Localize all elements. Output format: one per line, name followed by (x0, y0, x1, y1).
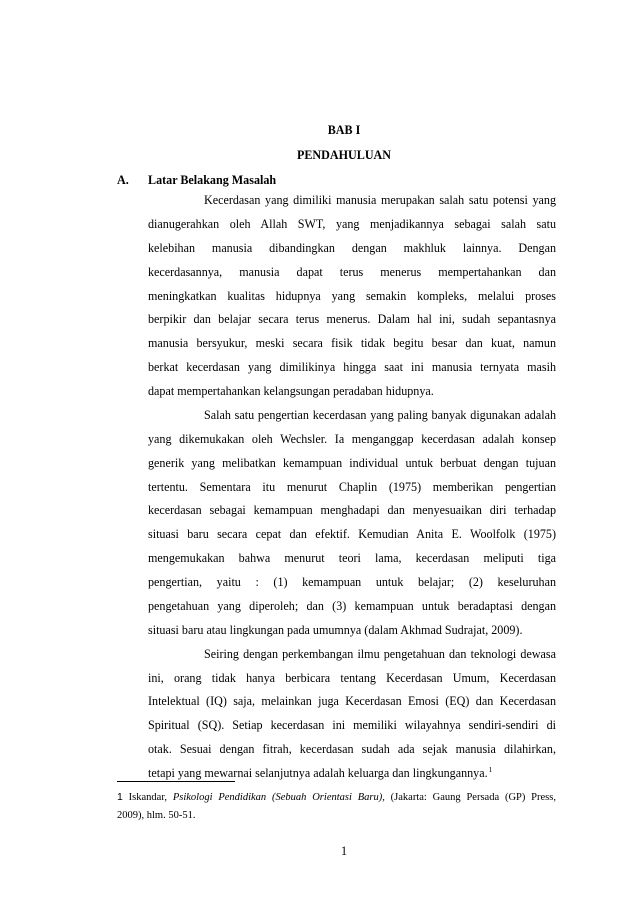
chapter-label: BAB I (327, 123, 361, 137)
paragraph (148, 643, 556, 786)
text-line: berkat kecerdasan yang dimilikinya hingga saat ini manusia ternyata masih (148, 360, 556, 375)
text-line: kecerdasan sebagai kemampuan menghadapi dan menyesuaikan diri terhadap (148, 503, 556, 518)
body-text (148, 189, 556, 786)
text-line: Spiritual (SQ). Setiap kecerdasan ini memiliki wilayahnya sendiri-sendiri di (148, 718, 556, 733)
page-number: 1 (340, 844, 348, 858)
text-line: situasi baru atau lingkungan pada umumnya (dalam Akhmad Sudrajat, 2009). (148, 622, 523, 637)
footnote-number: 1 (117, 791, 123, 803)
text-line: Kecerdasan yang dimiliki manusia merupakan salah satu potensi yang (204, 193, 556, 207)
section-marker: A. (117, 173, 129, 187)
text-line-content: tetapi yang mewarnai selanjutnya adalah keluarga dan lingkungannya. (148, 766, 488, 780)
text-line: manusia bersyukur, meski secara fisik tidak begitu besar dan kuat, namun (148, 336, 556, 351)
text-line: otak. Sesuai dengan fitrah, kecerdasan sudah ada sejak manusia dilahirkan, (148, 742, 556, 757)
footnote-continuation: 2009), hlm. 50-51. (117, 810, 196, 821)
text-line: generik yang melibatkan kemampuan individual untuk berbuat dengan tujuan (148, 455, 556, 470)
paragraph (148, 189, 556, 404)
paragraph (148, 404, 556, 643)
text-line: dapat mempertahankan kelangsungan peradaban hidupnya. (148, 384, 434, 398)
text-line: berpikir dan belajar secara terus menerus. Dalam hal ini, sudah sepantasnya (148, 312, 556, 327)
text-line: kecerdasannya, manusia dapat terus menerus mempertahankan dan (148, 264, 556, 279)
footnote (117, 789, 556, 805)
text-line: kelebihan manusia dibandingkan dengan makhluk lainnya. Dengan (148, 240, 556, 255)
text-line: pengertian, yaitu : (1) kemampuan untuk belajar; (2) keseluruhan (148, 575, 556, 589)
footnote-imprint: (Jakarta: Gaung Persada (GP) Press, (390, 792, 556, 803)
text-line: ini, orang tidak hanya berbicara tentang Kecerdasan Umum, Kecerdasan (148, 670, 556, 685)
footnote-reference: 1 (488, 765, 493, 774)
text-line (148, 762, 556, 786)
text-line: tertentu. Sementara itu menurut Chaplin (1975) memberikan pengertian (148, 479, 556, 494)
footnote-separator (117, 781, 235, 782)
footnote-author: Iskandar, (128, 792, 168, 803)
text-line: pengetahuan yang diperoleh; dan (3) kemampuan untuk beradaptasi dengan (148, 598, 556, 613)
chapter-title: PENDAHULUAN (296, 148, 392, 162)
text-line: Salah satu pengertian kecerdasan yang paling banyak digunakan adalah (204, 407, 556, 422)
text-line: meningkatkan kualitas hidupnya yang semakin kompleks, melalui proses (148, 288, 556, 303)
text-line: Intelektual (IQ) saja, melainkan juga Kecerdasan Emosi (EQ) dan Kecerdasan (148, 694, 556, 709)
text-line: mengemukakan bahwa menurut teori lama, kecerdasan meliputi tiga (148, 551, 556, 566)
text-line: Seiring dengan perkembangan ilmu pengetahuan dan teknologi dewasa (204, 646, 556, 661)
footnote-title: Psikologi Pendidikan (Sebuah Orientasi Baru), (172, 792, 385, 803)
text-line: yang dikemukakan oleh Wechsler. Ia menganggap kecerdasan adalah konsep (148, 431, 556, 446)
text-line: situasi baru secara cepat dan efektif. Kemudian Anita E. Woolfolk (1975) (148, 527, 556, 542)
text-line: dianugerahkan oleh Allah SWT, yang menjadikannya sebagai salah satu (148, 216, 556, 231)
section-title: Latar Belakang Masalah (148, 173, 277, 187)
